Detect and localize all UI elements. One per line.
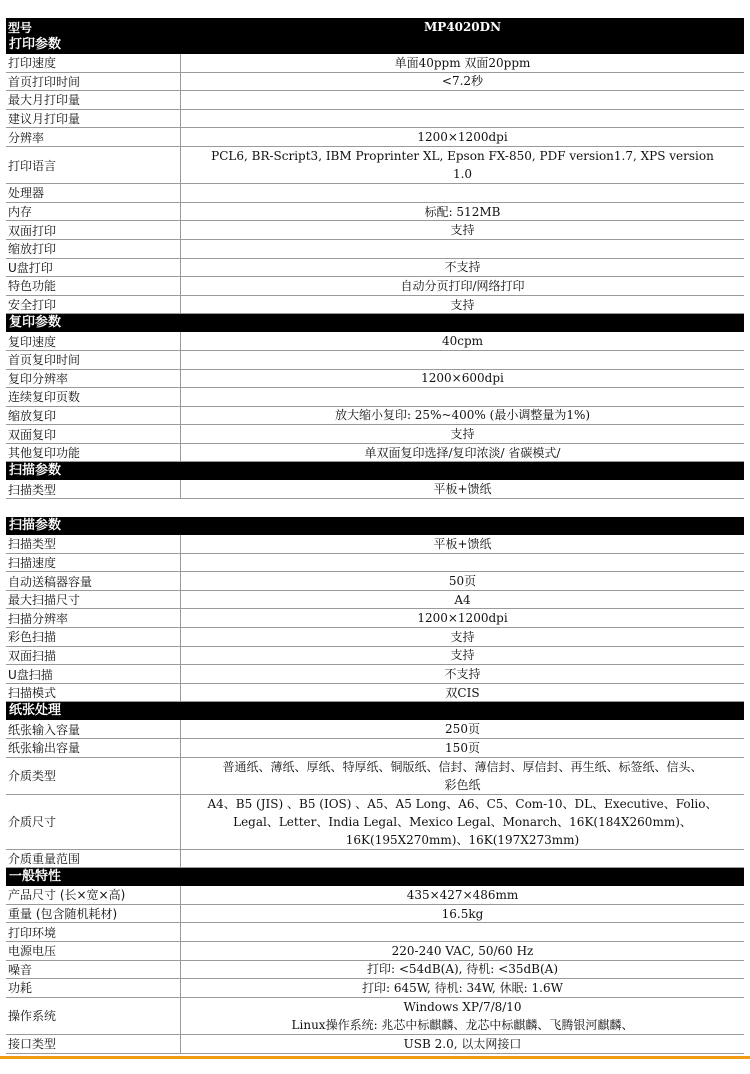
spec-row: [6, 998, 744, 1035]
spec-value: [181, 998, 744, 1034]
spec-label: 双面打印: [6, 221, 181, 239]
spec-row: [6, 259, 744, 278]
spec-label: 首页复印时间: [6, 351, 181, 369]
section-gap: [6, 499, 744, 517]
spec-row: [6, 147, 744, 184]
spec-row: [6, 758, 744, 795]
spec-row: [6, 535, 744, 554]
spec-value: 250页: [445, 722, 480, 737]
spec-value: [181, 351, 744, 369]
spec-value: 自动分页打印/网络打印: [400, 278, 525, 293]
spec-row: [6, 1035, 744, 1054]
model-label: 型号: [6, 18, 181, 36]
spec-label: 扫描速度: [6, 554, 181, 572]
spec-value: [181, 240, 744, 258]
spec-label: 电源电压: [6, 942, 181, 960]
spec-row: [6, 647, 744, 666]
spec-row: [6, 572, 744, 591]
spec-row: [6, 684, 744, 703]
spec-row: [6, 850, 744, 869]
spec-value: 40cpm: [441, 334, 484, 349]
spec-value-line: 1.0: [452, 167, 473, 182]
spec-label: 建议月打印量: [6, 110, 181, 128]
spec-label: 操作系统: [6, 998, 181, 1034]
spec-label: 其他复印功能: [6, 444, 181, 462]
spec-row: [6, 739, 744, 758]
spec-row: [6, 110, 744, 129]
spec-table: [6, 18, 744, 1054]
spec-value: USB 2.0, 以太网接口: [403, 1036, 522, 1051]
spec-value: [181, 184, 744, 202]
spec-row: [6, 886, 744, 905]
spec-label: 介质重量范围: [6, 850, 181, 868]
spec-value-line: Windows XP/7/8/10: [403, 999, 522, 1014]
spec-label: 打印速度: [6, 54, 181, 72]
spec-label: 连续复印页数: [6, 388, 181, 406]
section-header: 一般特性: [6, 868, 744, 886]
spec-value: 打印: <54dB(A), 待机: <35dB(A): [366, 962, 559, 977]
spec-value-line: PCL6, BR-Script3, IBM Proprinter XL, Epson FX-850, PDF version1.7, XPS version: [211, 149, 714, 164]
spec-row: [6, 407, 744, 426]
spec-row: [6, 277, 744, 296]
spec-label: 双面复印: [6, 425, 181, 443]
section-header: 纸张处理: [6, 702, 744, 720]
spec-label: 产品尺寸 (长×宽×高): [6, 886, 181, 904]
spec-value-line: Linux操作系统: 兆芯中标麒麟、龙芯中标麒麟、飞腾银河麒麟、: [291, 1017, 634, 1032]
spec-value: 1200×600dpi: [421, 371, 504, 386]
spec-row: [6, 628, 744, 647]
spec-label: 缩放打印: [6, 240, 181, 258]
spec-label: 纸张输入容量: [6, 720, 181, 738]
section-header: 复印参数: [6, 314, 744, 332]
spec-value: [181, 758, 744, 794]
model-value: MP4020DN: [423, 20, 502, 34]
spec-row: [6, 425, 744, 444]
spec-value: 支持: [450, 427, 475, 442]
spec-value: 标配: 512MB: [424, 204, 501, 219]
spec-row: [6, 444, 744, 463]
model-header-row: [6, 18, 744, 36]
spec-label: U盘打印: [6, 259, 181, 277]
spec-label: 打印环境: [6, 923, 181, 941]
spec-label: 噪音: [6, 961, 181, 979]
spec-value-line: A4、B5 (JIS) 、B5 (IOS) 、A5、A5 Long、A6、C5、Com-10、DL、Executive、Folio、: [207, 796, 718, 811]
spec-row: [6, 979, 744, 998]
spec-label: 分辨率: [6, 128, 181, 146]
spec-value: 平板+馈纸: [433, 536, 492, 551]
spec-row: [6, 91, 744, 110]
spec-row: [6, 961, 744, 980]
spec-value: 支持: [450, 297, 475, 312]
spec-label: 自动送稿器容量: [6, 572, 181, 590]
spec-row: [6, 480, 744, 499]
spec-value: 双CIS: [445, 685, 480, 700]
spec-row: [6, 370, 744, 389]
spec-label: 介质尺寸: [6, 795, 181, 849]
spec-row: [6, 332, 744, 351]
spec-label: 处理器: [6, 184, 181, 202]
spec-label: 扫描模式: [6, 684, 181, 702]
spec-label: 特色功能: [6, 277, 181, 295]
spec-label: 重量 (包含随机耗材): [6, 905, 181, 923]
spec-value: 16.5kg: [441, 906, 484, 921]
spec-value-line: Legal、Letter、India Legal、Mexico Legal、Monarch、16K(184X260mm)、: [233, 814, 692, 829]
spec-row: [6, 128, 744, 147]
spec-row: [6, 221, 744, 240]
spec-row: [6, 720, 744, 739]
spec-row: [6, 942, 744, 961]
spec-row: [6, 923, 744, 942]
spec-value: [181, 388, 744, 406]
spec-label: 最大扫描尺寸: [6, 591, 181, 609]
spec-row: [6, 54, 744, 73]
spec-value: [181, 850, 744, 868]
spec-value: [181, 147, 744, 183]
spec-row: [6, 73, 744, 92]
spec-value: 支持: [450, 223, 475, 238]
spec-value: 1200×1200dpi: [417, 130, 508, 145]
spec-value: [181, 110, 744, 128]
spec-value: 不支持: [444, 667, 481, 682]
spec-value: 支持: [450, 648, 475, 663]
spec-value: 220-240 VAC, 50/60 Hz: [391, 943, 534, 958]
spec-value: 打印: 645W, 待机: 34W, 休眠: 1.6W: [362, 980, 563, 995]
spec-label: U盘扫描: [6, 665, 181, 683]
spec-value: 435×427×486mm: [406, 887, 519, 902]
spec-label: 打印语言: [6, 147, 181, 183]
spec-label: 彩色扫描: [6, 628, 181, 646]
spec-label: 首页打印时间: [6, 73, 181, 91]
spec-value: 平板+馈纸: [433, 482, 492, 497]
spec-value: [181, 923, 744, 941]
spec-label: 最大月打印量: [6, 91, 181, 109]
spec-label: 双面扫描: [6, 647, 181, 665]
spec-value-line: 16K(195X270mm)、16K(197X273mm): [345, 832, 580, 847]
spec-label: 纸张输出容量: [6, 739, 181, 757]
section-header: 扫描参数: [6, 517, 744, 535]
spec-value: <7.2秒: [441, 74, 484, 89]
spec-row: [6, 665, 744, 684]
spec-value: 单面40ppm 双面20ppm: [394, 55, 531, 70]
spec-label: 安全打印: [6, 296, 181, 314]
spec-value: 支持: [450, 629, 475, 644]
spec-sections: [6, 36, 744, 1054]
spec-row: [6, 296, 744, 315]
spec-value: 不支持: [444, 260, 481, 275]
spec-value: 单双面复印选择/复印浓淡/ 省碳模式/: [364, 445, 561, 460]
spec-label: 扫描类型: [6, 535, 181, 553]
spec-value: 1200×1200dpi: [417, 611, 508, 626]
spec-label: 复印分辨率: [6, 370, 181, 388]
spec-value-line: 彩色纸: [444, 777, 481, 792]
spec-label: 扫描分辨率: [6, 609, 181, 627]
spec-label: 功耗: [6, 979, 181, 997]
spec-label: 扫描类型: [6, 480, 181, 498]
spec-row: [6, 388, 744, 407]
spec-row: [6, 591, 744, 610]
spec-value: [181, 795, 744, 849]
spec-label: 介质类型: [6, 758, 181, 794]
spec-value: [181, 91, 744, 109]
spec-row: [6, 554, 744, 573]
spec-row: [6, 609, 744, 628]
spec-value-line: 普通纸、薄纸、厚纸、特厚纸、铜版纸、信封、薄信封、厚信封、再生纸、标签纸、信头、: [222, 759, 703, 774]
spec-row: [6, 184, 744, 203]
section-header: 打印参数: [6, 36, 744, 54]
section-header: 扫描参数: [6, 462, 744, 480]
footer-divider: [0, 1056, 750, 1059]
spec-label: 接口类型: [6, 1035, 181, 1053]
spec-value: 放大缩小复印: 25%~400% (最小调整量为1%): [334, 408, 591, 423]
spec-row: [6, 795, 744, 850]
spec-row: [6, 203, 744, 222]
spec-row: [6, 240, 744, 259]
spec-label: 复印速度: [6, 332, 181, 350]
spec-label: 缩放复印: [6, 407, 181, 425]
spec-row: [6, 351, 744, 370]
spec-value: A4: [454, 592, 471, 607]
spec-value: 50页: [448, 574, 477, 589]
spec-value: 150页: [445, 740, 480, 755]
spec-value: [181, 554, 744, 572]
spec-label: 内存: [6, 203, 181, 221]
spec-row: [6, 905, 744, 924]
